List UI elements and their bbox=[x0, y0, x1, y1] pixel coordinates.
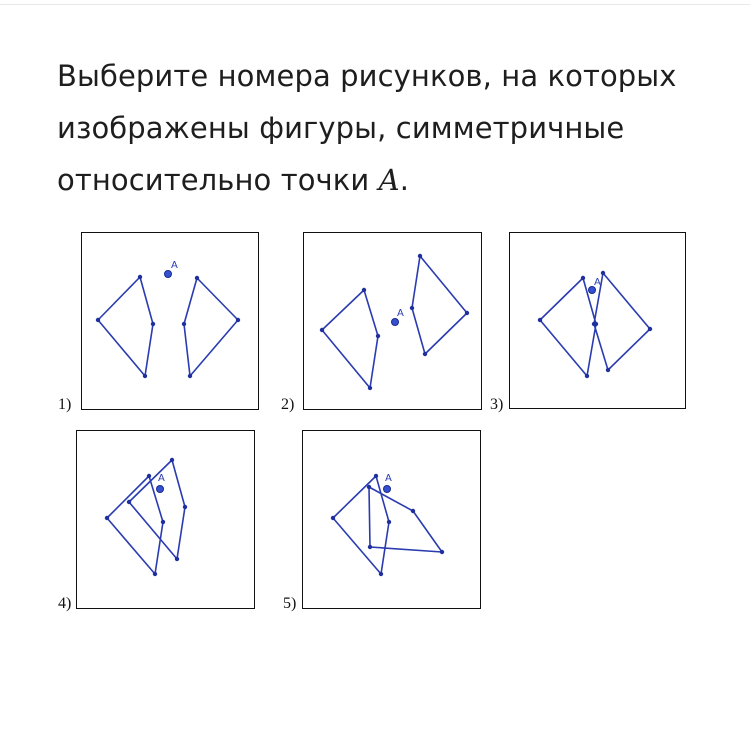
figure-5-point-a bbox=[384, 486, 391, 493]
figure-4-number: 4) bbox=[58, 595, 72, 612]
point-variable: A bbox=[378, 163, 400, 197]
figure-5-left-quad bbox=[333, 476, 389, 574]
figure-5-point-a-label: A bbox=[385, 473, 392, 484]
question-text-end: . bbox=[399, 163, 410, 197]
figure-2-point-a-label: A bbox=[397, 308, 404, 319]
figure-1-number: 1) bbox=[58, 396, 72, 413]
figure-1-point-a-label: A bbox=[171, 260, 178, 271]
figure-2-number: 2) bbox=[281, 396, 295, 413]
figure-5-number: 5) bbox=[283, 595, 297, 612]
figure-4-point-a-label: A bbox=[158, 473, 165, 484]
figure-3-point-a-label: A bbox=[594, 277, 601, 288]
figure-3-number: 3) bbox=[490, 396, 504, 413]
question-text-main: Выберите номера рисунков, на которых изображены фигуры, симметричные относительно точки bbox=[57, 59, 677, 197]
figure-5-right-quad bbox=[369, 487, 442, 552]
